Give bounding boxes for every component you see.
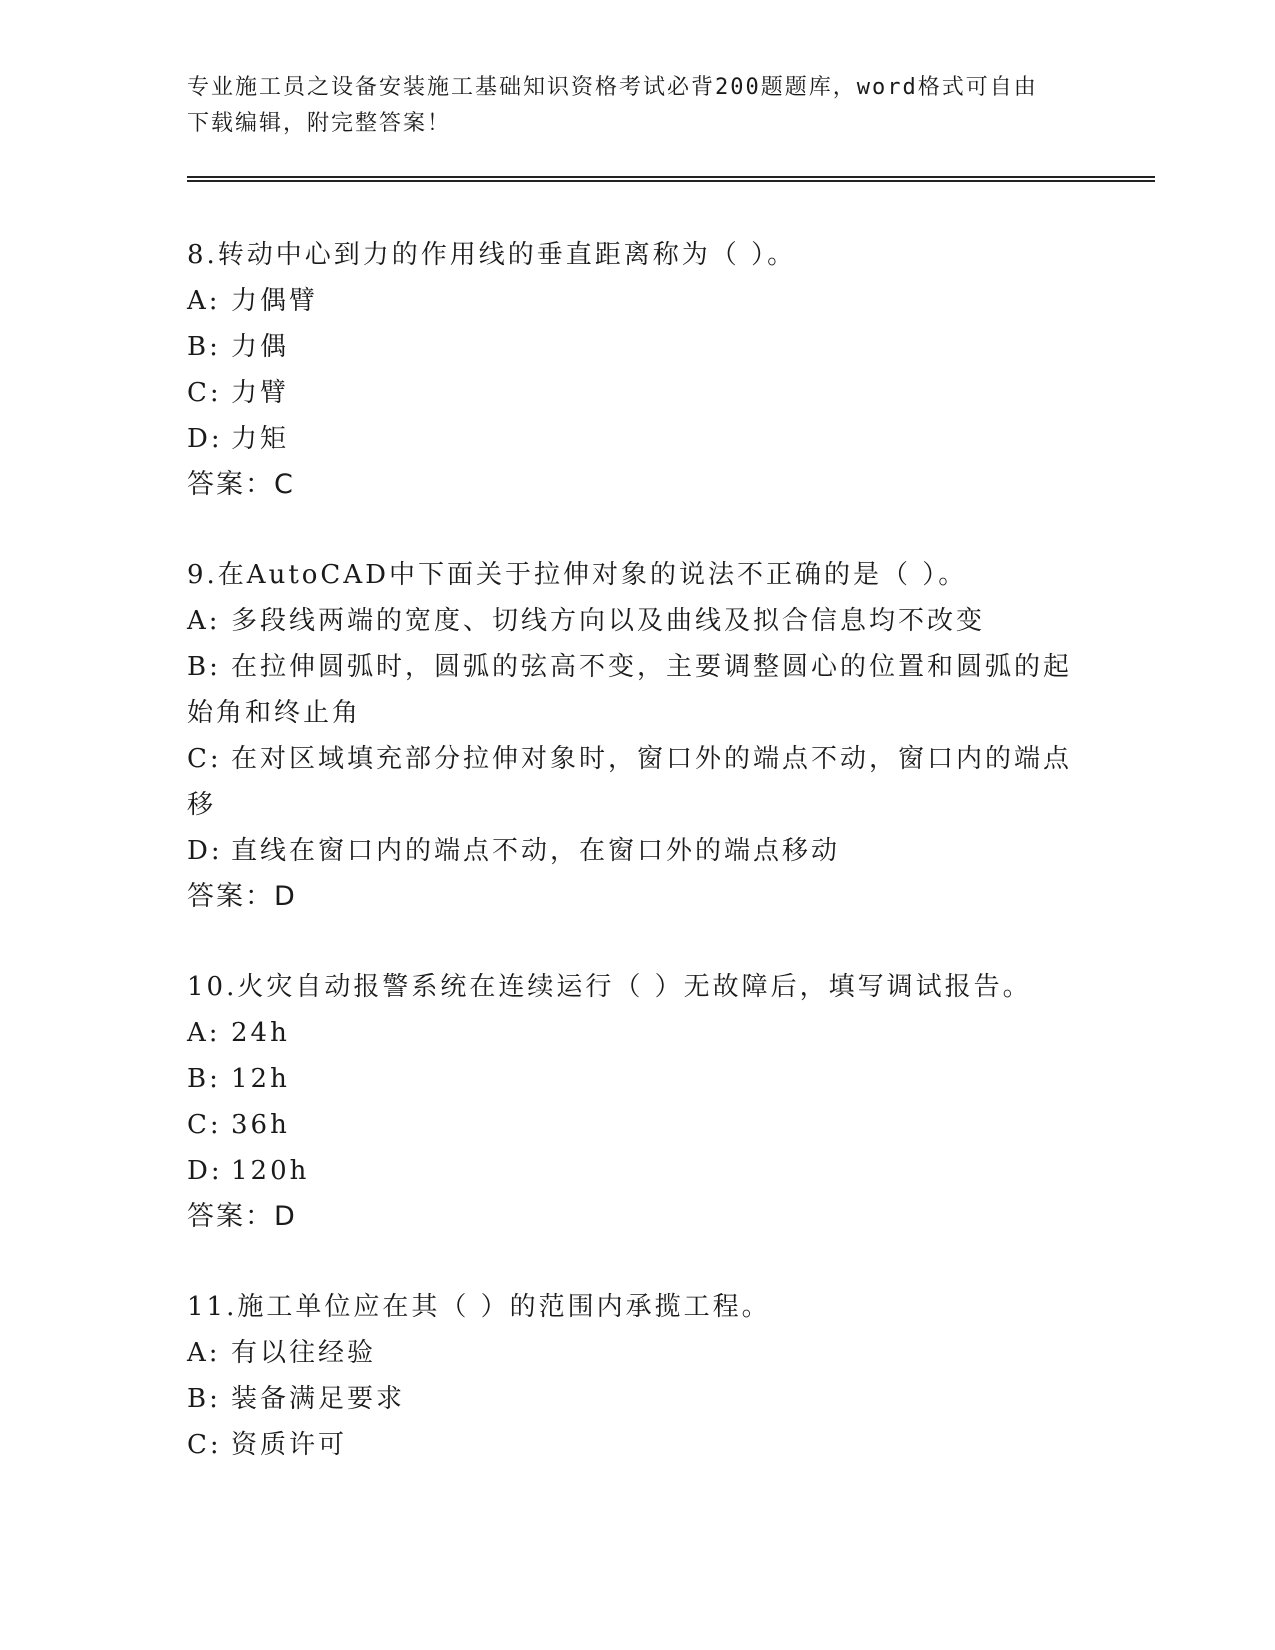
option-label: B: bbox=[187, 1064, 221, 1094]
option-label: C: bbox=[187, 1430, 222, 1460]
option-a bbox=[187, 278, 1087, 324]
option-label: B: bbox=[187, 652, 221, 682]
option-a bbox=[187, 1010, 1087, 1056]
option-b-continued: 始角和终止角 bbox=[187, 698, 362, 728]
header-line-1: 专业施工员之设备安装施工基础知识资格考试必背200题题库，word格式可自由 bbox=[187, 75, 1038, 100]
option-label: D: bbox=[187, 1156, 223, 1186]
option-label: A: bbox=[187, 1018, 221, 1048]
option-label: B: bbox=[187, 1384, 221, 1414]
option-d bbox=[187, 416, 1087, 462]
option-text: 120h bbox=[231, 1156, 310, 1186]
answer-line: 答案：D bbox=[187, 881, 297, 912]
option-c bbox=[187, 370, 1087, 416]
option-label: D: bbox=[187, 424, 223, 454]
header-line-2: 下载编辑，附完整答案！ bbox=[187, 111, 452, 136]
option-text: 力偶臂 bbox=[231, 286, 319, 316]
question-stem: 8.转动中心到力的作用线的垂直距离称为（ ）。 bbox=[187, 240, 797, 270]
option-c bbox=[187, 1422, 1087, 1468]
option-text: 12h bbox=[231, 1064, 290, 1094]
question-9 bbox=[187, 552, 1087, 920]
document-header bbox=[187, 70, 1067, 142]
option-a bbox=[187, 1330, 1087, 1376]
option-c bbox=[187, 1102, 1087, 1148]
question-stem: 11.施工单位应在其（ ）的范围内承揽工程。 bbox=[187, 1292, 771, 1322]
option-d bbox=[187, 828, 1087, 874]
option-text: 在对区域填充部分拉伸对象时，窗口外的端点不动，窗口内的端点 bbox=[231, 744, 1073, 774]
option-label: C: bbox=[187, 378, 222, 408]
option-c bbox=[187, 736, 1087, 782]
option-label: C: bbox=[187, 744, 222, 774]
option-b bbox=[187, 1056, 1087, 1102]
option-text: 力臂 bbox=[231, 378, 290, 408]
question-10 bbox=[187, 964, 1087, 1240]
question-list bbox=[187, 232, 1087, 1512]
option-label: B: bbox=[187, 332, 221, 362]
option-b bbox=[187, 324, 1087, 370]
option-c-continued: 移 bbox=[187, 790, 217, 820]
option-d bbox=[187, 1148, 1087, 1194]
option-text: 力偶 bbox=[231, 332, 290, 362]
option-a bbox=[187, 598, 1087, 644]
option-text: 36h bbox=[231, 1110, 290, 1140]
option-label: D: bbox=[187, 836, 223, 866]
option-label: A: bbox=[187, 286, 221, 316]
question-11 bbox=[187, 1284, 1087, 1468]
question-stem: 9.在AutoCAD中下面关于拉伸对象的说法不正确的是（ ）。 bbox=[187, 560, 968, 590]
header-divider bbox=[187, 176, 1155, 182]
option-text: 24h bbox=[231, 1018, 290, 1048]
option-label: A: bbox=[187, 1338, 221, 1368]
option-text: 力矩 bbox=[231, 424, 290, 454]
option-text: 有以往经验 bbox=[231, 1338, 377, 1368]
option-text: 在拉伸圆弧时，圆弧的弦高不变，主要调整圆心的位置和圆弧的起 bbox=[231, 652, 1073, 682]
option-text: 装备满足要求 bbox=[231, 1384, 406, 1414]
option-text: 多段线两端的宽度、切线方向以及曲线及拟合信息均不改变 bbox=[231, 606, 986, 636]
answer-line: 答案：D bbox=[187, 1201, 297, 1232]
question-stem: 10.火灾自动报警系统在连续运行（ ）无故障后，填写调试报告。 bbox=[187, 972, 1032, 1002]
option-b bbox=[187, 644, 1087, 690]
option-text: 资质许可 bbox=[231, 1430, 348, 1460]
question-8 bbox=[187, 232, 1087, 508]
option-label: C: bbox=[187, 1110, 222, 1140]
option-text: 直线在窗口内的端点不动，在窗口外的端点移动 bbox=[231, 836, 841, 866]
answer-line: 答案：C bbox=[187, 469, 295, 500]
option-label: A: bbox=[187, 606, 221, 636]
option-b bbox=[187, 1376, 1087, 1422]
